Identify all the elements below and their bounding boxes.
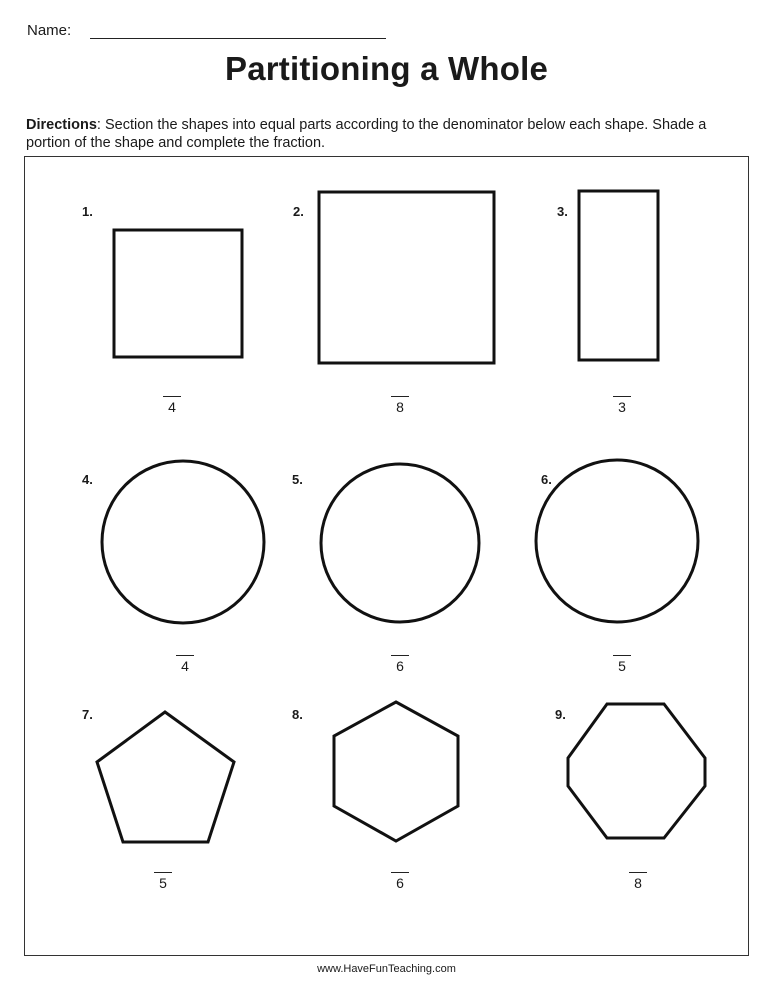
problem-number-1: 1. xyxy=(82,204,93,219)
problem-number-9: 9. xyxy=(555,707,566,722)
fraction-7 xyxy=(143,872,183,890)
fraction-2 xyxy=(380,396,420,414)
page-title: Partitioning a Whole xyxy=(225,50,548,87)
footer-url: www.HaveFunTeaching.com xyxy=(317,963,456,975)
problem-number-7: 7. xyxy=(82,707,93,722)
shape-pentagon-7[interactable] xyxy=(97,712,234,842)
denominator: 8 xyxy=(396,399,404,415)
shape-circle-4[interactable] xyxy=(102,461,264,623)
denominator: 3 xyxy=(618,399,626,415)
shape-rectangle-3[interactable] xyxy=(579,191,658,360)
problem-number-6: 6. xyxy=(541,472,552,487)
fraction-3 xyxy=(602,396,642,414)
shape-rectangle-2[interactable] xyxy=(319,192,494,363)
name-label: Name: xyxy=(27,22,72,39)
directions-label: Directions xyxy=(26,117,97,133)
shape-hexagon-8[interactable] xyxy=(334,702,458,841)
denominator: 6 xyxy=(396,875,404,891)
problem-number-3: 3. xyxy=(557,204,568,219)
shape-circle-5[interactable] xyxy=(321,464,479,622)
fraction-1 xyxy=(152,396,192,414)
denominator: 4 xyxy=(168,399,176,415)
denominator: 5 xyxy=(618,658,626,674)
denominator: 8 xyxy=(634,875,642,891)
directions-text: : Section the shapes into equal parts according to the denominator below each shape. Shade a portion of the shape and complete the fraction. xyxy=(26,117,707,151)
problem-number-8: 8. xyxy=(292,707,303,722)
fraction-9 xyxy=(618,872,658,890)
shape-square-1[interactable] xyxy=(114,230,242,357)
problem-number-2: 2. xyxy=(293,204,304,219)
denominator: 6 xyxy=(396,658,404,674)
problem-number-4: 4. xyxy=(82,472,93,487)
shape-octagon-9[interactable] xyxy=(568,704,705,838)
fraction-6 xyxy=(602,655,642,673)
fraction-8 xyxy=(380,872,420,890)
denominator: 4 xyxy=(181,658,189,674)
problem-number-5: 5. xyxy=(292,472,303,487)
shape-circle-6[interactable] xyxy=(536,460,698,622)
fraction-5 xyxy=(380,655,420,673)
fraction-4 xyxy=(165,655,205,673)
denominator: 5 xyxy=(159,875,167,891)
